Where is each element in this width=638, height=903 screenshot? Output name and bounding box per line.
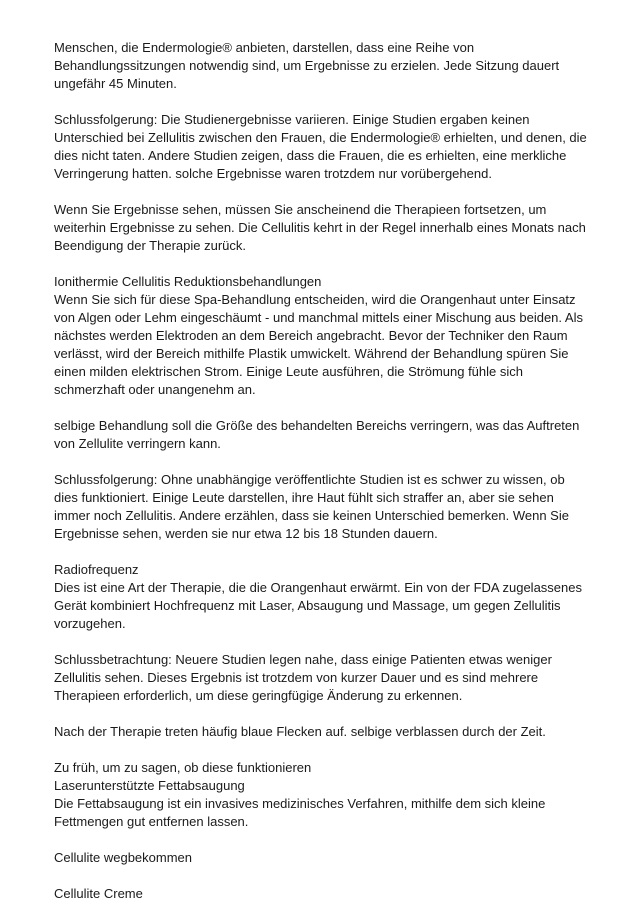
paragraph-cellulite-wegbekommen (54, 849, 594, 867)
paragraph-ionithermie-conclusion (54, 471, 594, 543)
text-line: Gerät kombiniert Hochfrequenz mit Laser, Absaugung und Massage, um gegen Zellulitis (54, 598, 561, 613)
text-line: selbige Behandlung soll die Größe des behandelten Bereichs verringern, was das Auftreten (54, 418, 580, 433)
text-line: Beendigung der Therapie zurück. (54, 238, 246, 253)
text-line: Nach der Therapie treten häufig blaue Flecken auf. selbige verblassen durch der Zeit. (54, 724, 546, 739)
section-heading: Radiofrequenz (54, 562, 139, 577)
text-line: ungefähr 45 Minuten. (54, 76, 177, 91)
text-line: von Zellulite verringern kann. (54, 436, 221, 451)
text-line: Cellulite Creme (54, 886, 143, 901)
text-line: Verringerung hatten. solche Ergebnisse waren trotzdem nur vorübergehend. (54, 166, 492, 181)
text-line: nächstes werden Elektroden an dem Bereich angebracht. Bevor der Techniker den Raum (54, 328, 568, 343)
text-line: einen milden elektrischen Strom. Einige Leute ausführen, die Strömung fühle sich (54, 364, 523, 379)
text-line: Therapieen erforderlich, um diese geringfügige Änderung zu erkennen. (54, 688, 463, 703)
text-line: dies funktioniert. Einige Leute darstellen, ihre Haut fühlt sich straffer an, aber sie sehen (54, 490, 554, 505)
section-heading: Laserunterstützte Fettabsaugung (54, 778, 245, 793)
text-line: Schlussfolgerung: Ohne unabhängige veröffentlichte Studien ist es schwer zu wissen, ob (54, 472, 565, 487)
text-line: Die Fettabsaugung ist ein invasives medizinisches Verfahren, mithilfe dem sich kleine (54, 796, 546, 811)
paragraph-radiofrequenz (54, 561, 594, 633)
paragraph-continue-therapy (54, 201, 594, 255)
text-line: Schlussbetrachtung: Neuere Studien legen nahe, dass einige Patienten etwas weniger (54, 652, 552, 667)
text-line: Wenn Sie sich für diese Spa-Behandlung entscheiden, wird die Orangenhaut unter Einsatz (54, 292, 576, 307)
paragraph-ionithermie (54, 273, 594, 399)
paragraph-cellulite-creme (54, 885, 594, 903)
text-line: Zu früh, um zu sagen, ob diese funktionieren (54, 760, 312, 775)
text-line: Cellulite wegbekommen (54, 850, 193, 865)
text-line: dies nicht taten. Andere Studien zeigen, dass die Frauen, die es erhielten, eine merkliche (54, 148, 567, 163)
text-line: Zellulitis sehen. Dieses Ergebnis ist trotzdem von kurzer Dauer und es sind mehrere (54, 670, 539, 685)
text-line: immer noch Zellulitis. Andere erzählen, dass sie keinen Unterschied bemerken. Wenn Sie (54, 508, 569, 523)
text-line: weiterhin Ergebnisse zu sehen. Die Cellulitis kehrt in der Regel innerhalb eines Monats nach (54, 220, 586, 235)
text-line: von Algen oder Lehm eingeschäumt - und manchmal mittels einer Mischung aus beiden. Als (54, 310, 583, 325)
text-line: Menschen, die Endermologie® anbieten, darstellen, dass eine Reihe von (54, 40, 475, 55)
text-line: schmerzhaft oder unangenehm an. (54, 382, 256, 397)
document-page (54, 39, 594, 903)
text-line: Ergebnisse sehen, werden sie nur etwa 12 bis 18 Stunden dauern. (54, 526, 438, 541)
text-line: Dies ist eine Art der Therapie, die die Orangenhaut erwärmt. Ein von der FDA zugelassenes (54, 580, 582, 595)
section-heading: Ionithermie Cellulitis Reduktionsbehandlungen (54, 274, 322, 289)
paragraph-bruising (54, 723, 594, 741)
text-line: Schlussfolgerung: Die Studienergebnisse variieren. Einige Studien ergaben keinen (54, 112, 530, 127)
paragraph-liposuction (54, 759, 594, 831)
text-line: vorzugehen. (54, 616, 126, 631)
paragraph-treatment-size (54, 417, 594, 453)
text-line: verlässt, wird der Bereich mithilfe Plastik umwickelt. Während der Behandlung spüren Sie (54, 346, 569, 361)
text-line: Wenn Sie Ergebnisse sehen, müssen Sie anscheinend die Therapieen fortsetzen, um (54, 202, 547, 217)
paragraph-endermologie-sessions (54, 39, 594, 93)
text-line: Unterschied bei Zellulitis zwischen den Frauen, die Endermologie® erhielten, und denen, die (54, 130, 587, 145)
paragraph-endermologie-conclusion (54, 111, 594, 183)
paragraph-radiofrequenz-conclusion (54, 651, 594, 705)
text-line: Fettmengen gut entfernen lassen. (54, 814, 249, 829)
text-line: Behandlungssitzungen notwendig sind, um Ergebnisse zu erzielen. Jede Sitzung dauert (54, 58, 560, 73)
